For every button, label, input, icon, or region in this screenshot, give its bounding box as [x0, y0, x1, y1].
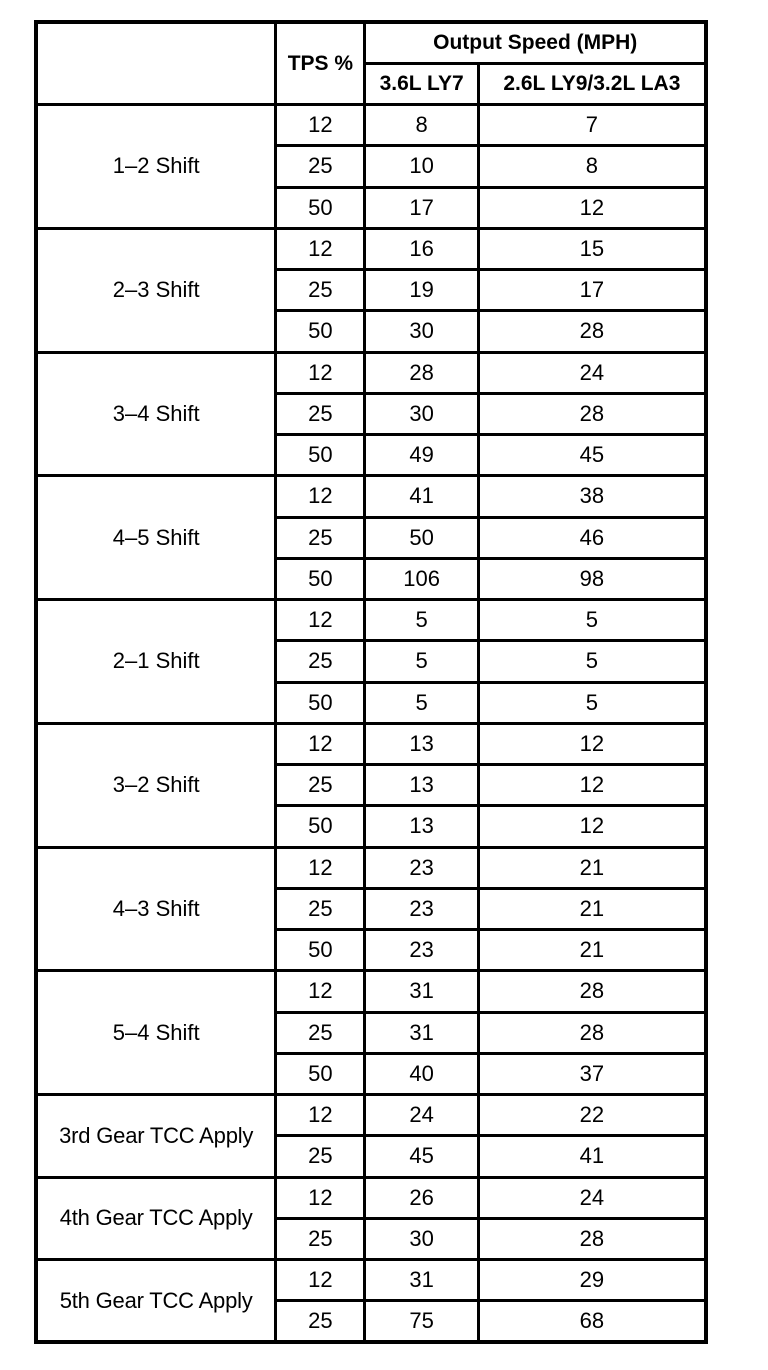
- group-label: 2–3 Shift: [36, 228, 276, 352]
- engine-b-cell: 28: [478, 311, 706, 352]
- group-label: 4–3 Shift: [36, 847, 276, 971]
- tps-cell: 50: [276, 1053, 365, 1094]
- engine-b-cell: 24: [478, 352, 706, 393]
- table-row: [36, 352, 706, 393]
- header-tps: TPS %: [276, 22, 365, 105]
- group-label: 5–4 Shift: [36, 971, 276, 1095]
- engine-a-cell: 40: [365, 1053, 478, 1094]
- tps-cell: 12: [276, 600, 365, 641]
- engine-a-cell: 31: [365, 1012, 478, 1053]
- engine-a-cell: 31: [365, 1260, 478, 1301]
- engine-b-cell: 7: [478, 105, 706, 146]
- engine-a-cell: 30: [365, 393, 478, 434]
- group-label: 3rd Gear TCC Apply: [36, 1095, 276, 1178]
- engine-a-cell: 50: [365, 517, 478, 558]
- tps-cell: 25: [276, 1218, 365, 1259]
- tps-cell: 25: [276, 1012, 365, 1053]
- tps-cell: 12: [276, 476, 365, 517]
- tps-cell: 25: [276, 765, 365, 806]
- engine-a-cell: 45: [365, 1136, 478, 1177]
- header-engine-b: 2.6L LY9/3.2L LA3: [478, 63, 706, 104]
- tps-cell: 12: [276, 228, 365, 269]
- engine-b-cell: 8: [478, 146, 706, 187]
- engine-b-cell: 21: [478, 847, 706, 888]
- table-body: [36, 105, 706, 1343]
- engine-b-cell: 12: [478, 723, 706, 764]
- engine-a-cell: 75: [365, 1301, 478, 1342]
- header-row-top: [36, 22, 706, 63]
- tps-cell: 25: [276, 393, 365, 434]
- header-engine-a: 3.6L LY7: [365, 63, 478, 104]
- engine-b-cell: 45: [478, 435, 706, 476]
- tps-cell: 50: [276, 558, 365, 599]
- header-blank-cell: [36, 22, 276, 105]
- engine-a-cell: 13: [365, 765, 478, 806]
- engine-b-cell: 46: [478, 517, 706, 558]
- engine-b-cell: 5: [478, 641, 706, 682]
- group-label: 4th Gear TCC Apply: [36, 1177, 276, 1260]
- tps-cell: 25: [276, 888, 365, 929]
- engine-b-cell: 5: [478, 682, 706, 723]
- engine-a-cell: 17: [365, 187, 478, 228]
- engine-a-cell: 26: [365, 1177, 478, 1218]
- engine-a-cell: 8: [365, 105, 478, 146]
- engine-b-cell: 12: [478, 806, 706, 847]
- engine-b-cell: 68: [478, 1301, 706, 1342]
- engine-b-cell: 12: [478, 765, 706, 806]
- engine-b-cell: 28: [478, 1012, 706, 1053]
- engine-a-cell: 5: [365, 600, 478, 641]
- engine-a-cell: 13: [365, 723, 478, 764]
- group-label: 2–1 Shift: [36, 600, 276, 724]
- table-row: [36, 600, 706, 641]
- engine-b-cell: 37: [478, 1053, 706, 1094]
- tps-cell: 12: [276, 971, 365, 1012]
- tps-cell: 12: [276, 1177, 365, 1218]
- engine-a-cell: 16: [365, 228, 478, 269]
- tps-cell: 12: [276, 352, 365, 393]
- engine-a-cell: 28: [365, 352, 478, 393]
- tps-cell: 25: [276, 517, 365, 558]
- engine-b-cell: 21: [478, 888, 706, 929]
- tps-cell: 25: [276, 270, 365, 311]
- engine-b-cell: 5: [478, 600, 706, 641]
- group-label: 5th Gear TCC Apply: [36, 1260, 276, 1343]
- engine-a-cell: 23: [365, 930, 478, 971]
- shift-speed-table: [34, 20, 708, 1344]
- table-row: [36, 971, 706, 1012]
- engine-b-cell: 41: [478, 1136, 706, 1177]
- engine-a-cell: 23: [365, 888, 478, 929]
- table-row: [36, 476, 706, 517]
- tps-cell: 12: [276, 105, 365, 146]
- tps-cell: 50: [276, 806, 365, 847]
- engine-a-cell: 41: [365, 476, 478, 517]
- engine-a-cell: 19: [365, 270, 478, 311]
- engine-b-cell: 28: [478, 971, 706, 1012]
- tps-cell: 50: [276, 187, 365, 228]
- engine-a-cell: 49: [365, 435, 478, 476]
- header-output-speed: Output Speed (MPH): [365, 22, 706, 63]
- engine-a-cell: 23: [365, 847, 478, 888]
- tps-cell: 50: [276, 682, 365, 723]
- engine-a-cell: 30: [365, 1218, 478, 1259]
- table-row: [36, 1177, 706, 1218]
- engine-b-cell: 29: [478, 1260, 706, 1301]
- engine-b-cell: 38: [478, 476, 706, 517]
- group-label: 3–4 Shift: [36, 352, 276, 476]
- engine-b-cell: 12: [478, 187, 706, 228]
- tps-cell: 50: [276, 311, 365, 352]
- engine-a-cell: 30: [365, 311, 478, 352]
- engine-b-cell: 28: [478, 393, 706, 434]
- tps-cell: 12: [276, 723, 365, 764]
- engine-b-cell: 24: [478, 1177, 706, 1218]
- tps-cell: 25: [276, 1136, 365, 1177]
- engine-a-cell: 106: [365, 558, 478, 599]
- tps-cell: 25: [276, 641, 365, 682]
- engine-b-cell: 22: [478, 1095, 706, 1136]
- table-row: [36, 723, 706, 764]
- engine-b-cell: 15: [478, 228, 706, 269]
- group-label: 1–2 Shift: [36, 105, 276, 229]
- tps-cell: 50: [276, 930, 365, 971]
- table-row: [36, 228, 706, 269]
- engine-b-cell: 98: [478, 558, 706, 599]
- tps-cell: 12: [276, 847, 365, 888]
- tps-cell: 12: [276, 1095, 365, 1136]
- tps-cell: 12: [276, 1260, 365, 1301]
- table-row: [36, 105, 706, 146]
- engine-b-cell: 21: [478, 930, 706, 971]
- engine-a-cell: 5: [365, 682, 478, 723]
- engine-a-cell: 24: [365, 1095, 478, 1136]
- engine-a-cell: 5: [365, 641, 478, 682]
- table-row: [36, 1260, 706, 1301]
- engine-a-cell: 10: [365, 146, 478, 187]
- engine-a-cell: 31: [365, 971, 478, 1012]
- group-label: 4–5 Shift: [36, 476, 276, 600]
- table-row: [36, 847, 706, 888]
- tps-cell: 50: [276, 435, 365, 476]
- engine-b-cell: 28: [478, 1218, 706, 1259]
- table-row: [36, 1095, 706, 1136]
- group-label: 3–2 Shift: [36, 723, 276, 847]
- tps-cell: 25: [276, 1301, 365, 1342]
- tps-cell: 25: [276, 146, 365, 187]
- engine-a-cell: 13: [365, 806, 478, 847]
- engine-b-cell: 17: [478, 270, 706, 311]
